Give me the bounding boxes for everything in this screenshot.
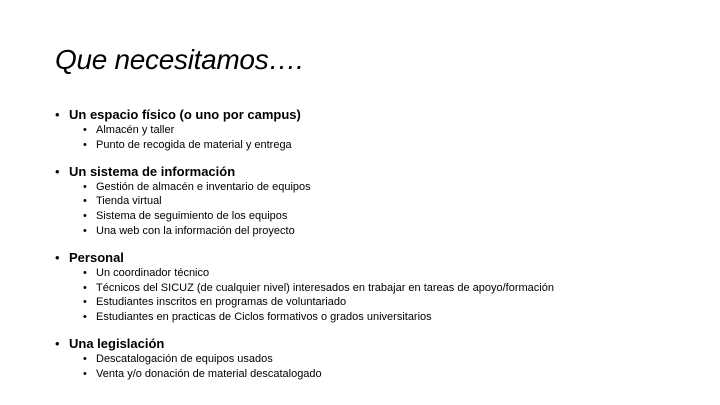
sub-list xyxy=(55,180,695,239)
bullet-icon: • xyxy=(83,281,87,294)
bullet-icon: • xyxy=(55,335,60,351)
bullet-icon: • xyxy=(83,224,87,237)
item-text: Descatalogación de equipos usados xyxy=(96,352,273,365)
section-legislacion xyxy=(55,335,695,382)
list-item xyxy=(55,224,695,239)
item-text: Almacén y taller xyxy=(96,124,175,136)
section-espacio-fisico xyxy=(55,106,695,153)
bullet-icon: • xyxy=(83,311,87,324)
bullet-icon: • xyxy=(83,367,87,380)
sub-list xyxy=(55,352,695,382)
bullet-icon: • xyxy=(55,163,60,179)
list-item xyxy=(55,266,695,281)
sub-list xyxy=(55,123,695,153)
list-item xyxy=(55,123,695,138)
list-item xyxy=(55,180,695,195)
section-heading xyxy=(55,249,695,266)
list-item xyxy=(55,281,695,296)
list-item xyxy=(55,367,695,382)
item-text: Tienda virtual xyxy=(96,195,162,208)
bullet-icon: • xyxy=(83,138,87,151)
heading-text: Un espacio físico (o uno por campus) xyxy=(69,107,301,122)
bullet-icon: • xyxy=(55,249,60,265)
section-heading xyxy=(55,106,695,123)
heading-text: Un sistema de información xyxy=(69,163,236,179)
bullet-icon: • xyxy=(83,266,87,279)
bullet-icon: • xyxy=(83,296,87,309)
item-text: Gestión de almacén e inventario de equipos xyxy=(96,180,311,193)
item-text: Una web con la información del proyecto xyxy=(96,224,295,237)
bullet-icon: • xyxy=(55,107,60,122)
heading-text: Una legislación xyxy=(69,335,165,351)
list-item xyxy=(55,310,695,325)
section-personal xyxy=(55,249,695,325)
item-text: Punto de recogida de material y entrega xyxy=(96,138,292,151)
list-item xyxy=(55,138,695,153)
slide-title: Que necesitamos…. xyxy=(55,44,304,75)
item-text: Estudiantes en practicas de Ciclos formativos o grados universitarios xyxy=(96,311,432,324)
bullet-icon: • xyxy=(83,180,87,193)
sub-list xyxy=(55,266,695,325)
bullet-icon: • xyxy=(83,352,87,365)
item-text: Estudiantes inscritos en programas de voluntariado xyxy=(96,296,347,309)
list-item xyxy=(55,194,695,209)
section-sistema-informacion xyxy=(55,163,695,239)
bullet-icon: • xyxy=(83,210,87,223)
bullet-icon: • xyxy=(83,124,87,136)
bullet-icon: • xyxy=(83,195,87,208)
bullet-list xyxy=(55,106,695,392)
item-text: Sistema de seguimiento de los equipos xyxy=(96,210,288,223)
section-heading xyxy=(55,163,695,180)
list-item xyxy=(55,295,695,310)
list-item xyxy=(55,352,695,367)
item-text: Técnicos del SICUZ (de cualquier nivel) interesados en trabajar en tareas de apoyo/formación xyxy=(96,281,554,294)
section-heading xyxy=(55,335,695,352)
item-text: Un coordinador técnico xyxy=(96,266,210,279)
list-item xyxy=(55,209,695,224)
item-text: Venta y/o donación de material descatalogado xyxy=(96,367,322,380)
heading-text: Personal xyxy=(69,249,124,265)
